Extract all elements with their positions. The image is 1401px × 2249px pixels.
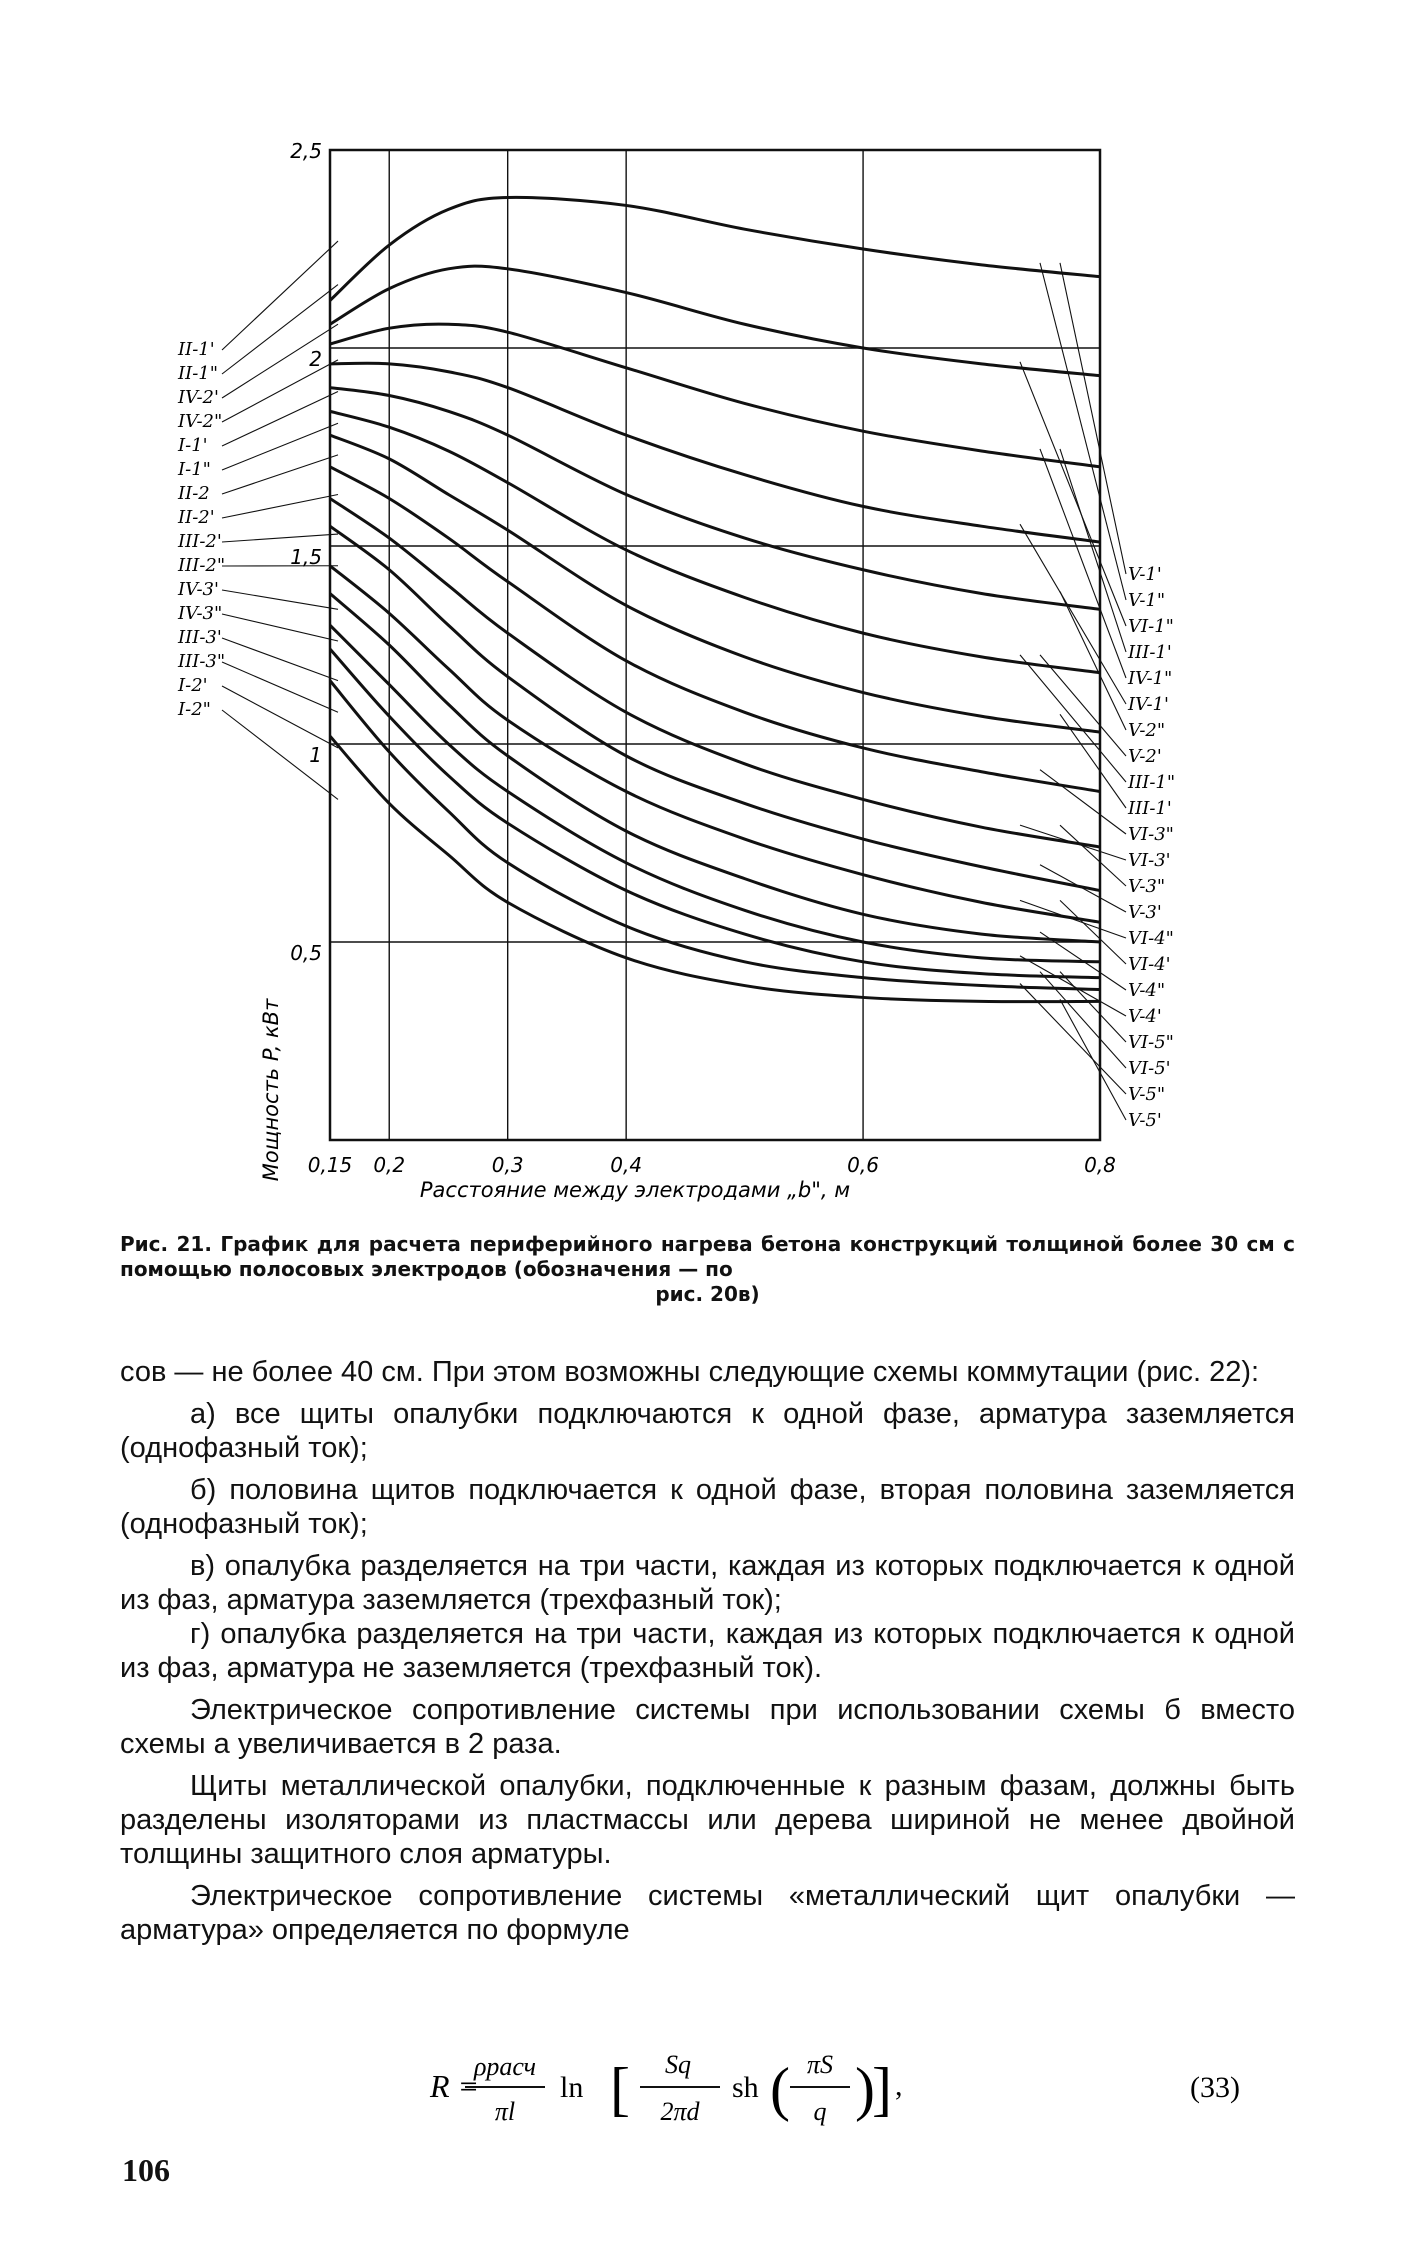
right-curve-label: V-5' bbox=[1128, 1110, 1162, 1131]
left-curve-label: II-1' bbox=[178, 339, 215, 360]
y-tick-label: 0,5 bbox=[290, 941, 322, 965]
caption-lead: Рис. 21. bbox=[120, 1232, 212, 1256]
formula-den2: 2πd bbox=[660, 2097, 700, 2126]
right-curve-label: III-1' bbox=[1128, 798, 1172, 819]
left-curve-label: III-2" bbox=[178, 555, 226, 576]
leader-line bbox=[222, 614, 338, 641]
y-tick-label: 1,5 bbox=[290, 545, 322, 569]
chart-curves bbox=[330, 197, 1100, 1001]
formula-num1: ρрасч bbox=[473, 2052, 537, 2081]
x-tick-label: 0,2 bbox=[373, 1153, 406, 1177]
leader-line bbox=[1040, 972, 1126, 1068]
formula-den1: πl bbox=[494, 2097, 516, 2126]
leader-line bbox=[1020, 524, 1126, 704]
series-line-15 bbox=[330, 266, 1100, 376]
series-line-14 bbox=[330, 324, 1100, 467]
right-curve-label: VI-4" bbox=[1128, 928, 1174, 949]
x-tick-label: 0,4 bbox=[610, 1153, 643, 1177]
right-curve-label: V-1" bbox=[1128, 590, 1166, 611]
svg-text:]: ] bbox=[872, 2056, 892, 2122]
left-curve-label: IV-2" bbox=[178, 411, 223, 432]
paragraph: Электрическое сопротивление системы «металлический щит опалубки — арматура» определяется по формуле bbox=[120, 1880, 1295, 1946]
leader-line bbox=[1020, 655, 1126, 782]
left-curve-label: I-2" bbox=[178, 699, 211, 720]
leader-line bbox=[1060, 999, 1126, 1120]
paragraph: Щиты металлической опалубки, подключенные к разным фазам, должны быть разделены изоляторами из пластмассы или дерева шириной не менее двойной толщины защитного слоя арматуры. bbox=[120, 1770, 1295, 1870]
svg-text:(: ( bbox=[770, 2056, 790, 2122]
right-curve-label: VI-5' bbox=[1128, 1058, 1171, 1079]
body-text bbox=[120, 1355, 1295, 1947]
leader-line bbox=[1040, 263, 1126, 600]
left-curve-label: III-2' bbox=[178, 531, 222, 552]
paragraph: г) опалубка разделяется на три части, каждая из которых подключается к одной из фаз, арматура не заземляется (трехфазный ток). bbox=[120, 1618, 1295, 1684]
paragraph: Электрическое сопротивление системы при использовании схемы б вместо схемы а увеличивается в 2 раза. bbox=[120, 1694, 1295, 1760]
series-line-8 bbox=[330, 498, 1100, 846]
left-curve-label: IV-3' bbox=[178, 579, 219, 600]
leader-line bbox=[1020, 362, 1126, 626]
paragraph: а) все щиты опалубки подключаются к одной фазе, арматура заземляется (однофазный ток); bbox=[120, 1398, 1295, 1464]
left-curve-label: III-3" bbox=[178, 651, 226, 672]
y-tick-label: 2 bbox=[309, 347, 322, 371]
leader-line bbox=[222, 360, 338, 422]
left-curve-labels bbox=[177, 241, 338, 799]
left-curve-label: III-3' bbox=[178, 627, 222, 648]
x-tick-label: 0,3 bbox=[491, 1153, 524, 1177]
leader-line bbox=[1060, 449, 1126, 652]
leader-line bbox=[222, 392, 338, 446]
leader-line bbox=[1020, 825, 1126, 860]
right-curve-label: VI-1" bbox=[1128, 616, 1174, 637]
right-curve-label: III-1' bbox=[1128, 642, 1172, 663]
left-curve-label: I-1' bbox=[178, 435, 208, 456]
right-curve-label: VI-5" bbox=[1128, 1032, 1174, 1053]
leader-line bbox=[222, 241, 338, 350]
right-curve-label: VI-4' bbox=[1128, 954, 1171, 975]
leader-line bbox=[222, 638, 338, 681]
series-line-16 bbox=[330, 197, 1100, 300]
power-distance-chart bbox=[160, 130, 1280, 1240]
figure-caption bbox=[120, 1232, 1295, 1307]
leader-line bbox=[222, 455, 338, 494]
leader-line bbox=[222, 590, 338, 609]
formula-lhs: R = bbox=[430, 2068, 480, 2104]
left-curve-label: II-2' bbox=[178, 507, 215, 528]
formula-ln: ln bbox=[560, 2071, 584, 2104]
x-axis-label: Расстояние между электродами „b", м bbox=[419, 1178, 851, 1202]
series-line-7 bbox=[330, 526, 1100, 890]
right-curve-label: VI-3' bbox=[1128, 850, 1171, 871]
paragraph: б) половина щитов подключается к одной фазе, вторая половина заземляется (однофазный ток); bbox=[120, 1474, 1295, 1540]
right-curve-label: V-5" bbox=[1128, 1084, 1166, 1105]
svg-text:): ) bbox=[855, 2056, 875, 2122]
right-curve-label: V-4' bbox=[1128, 1006, 1162, 1027]
x-tick-label: 0,6 bbox=[847, 1153, 879, 1177]
formula-number: (33) bbox=[1190, 2071, 1240, 2104]
leader-line bbox=[1060, 825, 1126, 886]
paragraph: сов — не более 40 см. При этом возможны следующие схемы коммутации (рис. 22): bbox=[120, 1356, 1260, 1388]
paragraph: в) опалубка разделяется на три части, каждая из которых подключается к одной из фаз, арматура заземляется (трехфазный ток); bbox=[120, 1550, 1295, 1616]
left-curve-label: I-2' bbox=[178, 675, 208, 696]
y-tick-label: 1 bbox=[309, 743, 322, 767]
left-curve-label: IV-2' bbox=[178, 387, 219, 408]
leader-line bbox=[222, 686, 338, 748]
formula-den3: q bbox=[813, 2097, 827, 2126]
series-line-2 bbox=[330, 681, 1100, 990]
leader-line bbox=[1040, 865, 1126, 912]
y-tick-label: 2,5 bbox=[290, 139, 322, 163]
left-curve-label: I-1" bbox=[178, 459, 211, 480]
y-axis-label: Мощность P, кВт bbox=[259, 998, 283, 1182]
formula-tail: , bbox=[895, 2069, 903, 2102]
right-curve-label: III-1" bbox=[1128, 772, 1176, 793]
left-curve-label: II-1" bbox=[178, 363, 219, 384]
formula-33 bbox=[120, 2035, 1295, 2135]
leader-line bbox=[1060, 900, 1126, 964]
leader-line bbox=[1020, 900, 1126, 938]
right-curve-label: VI-3" bbox=[1128, 824, 1174, 845]
leader-line bbox=[1060, 592, 1126, 730]
right-curve-label: V-2" bbox=[1128, 720, 1166, 741]
svg-text:[: [ bbox=[610, 2056, 630, 2122]
right-curve-label: V-1' bbox=[1128, 564, 1162, 585]
leader-line bbox=[1060, 714, 1126, 808]
formula-num3: πS bbox=[806, 2050, 834, 2079]
right-curve-label: IV-1' bbox=[1128, 694, 1169, 715]
right-curve-label: V-3" bbox=[1128, 876, 1166, 897]
right-curve-label: V-4" bbox=[1128, 980, 1166, 1001]
formula-num2: Sq bbox=[665, 2050, 691, 2079]
right-curve-label: V-2' bbox=[1128, 746, 1162, 767]
left-curve-label: IV-3" bbox=[178, 603, 223, 624]
caption-last: рис. 20в) bbox=[655, 1282, 760, 1306]
leader-line bbox=[222, 423, 338, 470]
leader-line bbox=[1040, 770, 1126, 834]
formula-sh: sh bbox=[732, 2071, 759, 2104]
series-line-3 bbox=[330, 649, 1100, 978]
left-curve-label: II-2 bbox=[178, 483, 210, 504]
x-tick-label: 0,15 bbox=[307, 1153, 353, 1177]
series-line-12 bbox=[330, 388, 1100, 610]
leader-line bbox=[222, 534, 338, 542]
caption-text: График для расчета периферийного нагрева бетона конструкций толщиной более 30 см с помощью полосовых электродов (обозначения — по bbox=[120, 1232, 1295, 1281]
page-number: 106 bbox=[122, 2152, 170, 2188]
leader-line bbox=[1040, 449, 1126, 678]
leader-line bbox=[222, 662, 338, 712]
x-tick-label: 0,8 bbox=[1084, 1153, 1116, 1177]
right-curve-label: IV-1" bbox=[1128, 668, 1173, 689]
leader-line bbox=[222, 494, 338, 518]
right-curve-label: V-3' bbox=[1128, 902, 1162, 923]
